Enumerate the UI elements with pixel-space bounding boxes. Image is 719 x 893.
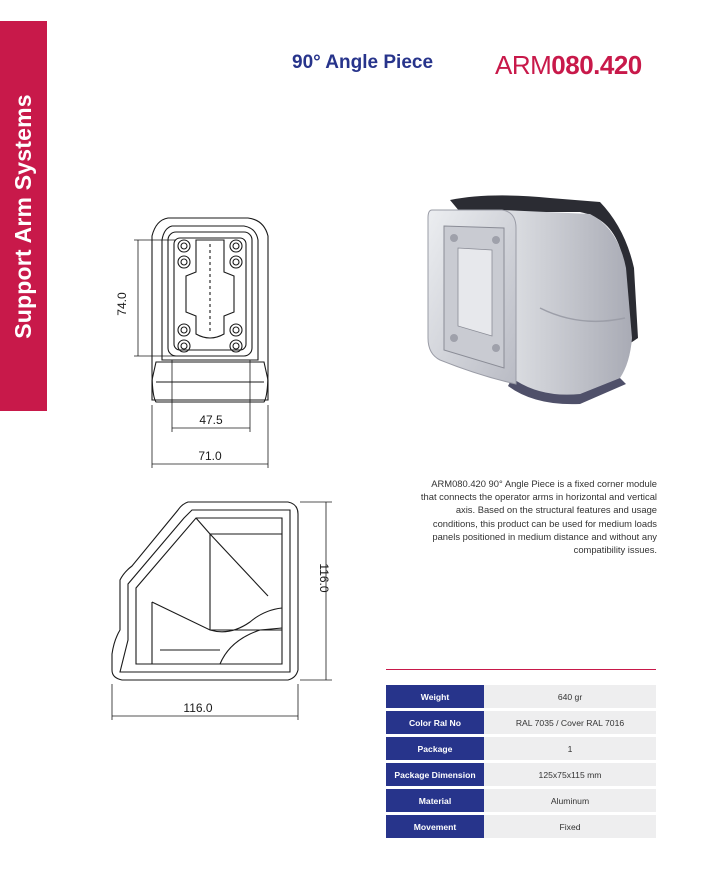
spec-row [386, 789, 656, 812]
spec-label: Package [386, 737, 484, 760]
spec-value: Fixed [484, 815, 656, 838]
product-code [495, 50, 642, 81]
sidebar-title [0, 21, 47, 411]
spec-row [386, 737, 656, 760]
front-bolt-tr-icon [230, 240, 242, 252]
product-name: 90° Angle Piece [292, 52, 434, 73]
front-bolt-br-icon [230, 324, 242, 336]
spec-value: 640 gr [484, 685, 656, 708]
spec-row [386, 685, 656, 708]
side-dim-height: 116.0 [317, 563, 331, 593]
spec-row [386, 763, 656, 786]
front-bolt-bl-icon [178, 324, 190, 336]
spec-divider [386, 669, 656, 670]
spec-value: 1 [484, 737, 656, 760]
spec-row [386, 815, 656, 838]
spec-row [386, 711, 656, 734]
sidebar-title-text: Support Arm Systems [10, 93, 37, 339]
product-render-image [420, 188, 650, 408]
front-dim-inner-width: 47.5 [199, 413, 223, 427]
product-code-prefix: ARM [495, 50, 552, 80]
front-bolt-tl-icon [178, 240, 190, 252]
side-inner-panel [136, 518, 282, 664]
spec-label: Movement [386, 815, 484, 838]
side-dim-width: 116.0 [183, 701, 213, 715]
sidebar-band [0, 21, 47, 411]
spec-label: Weight [386, 685, 484, 708]
side-view-drawing [100, 490, 340, 725]
spec-value: Aluminum [484, 789, 656, 812]
spec-label: Color Ral No [386, 711, 484, 734]
front-view-drawing [110, 210, 300, 470]
front-bolt-tl2-icon [178, 256, 190, 268]
front-bolt-tr2-icon [230, 256, 242, 268]
front-dim-height: 74.0 [115, 292, 129, 316]
spec-label: Package Dimension [386, 763, 484, 786]
product-code-number: 080.420 [551, 50, 642, 80]
spec-label: Material [386, 789, 484, 812]
render-side-body [502, 210, 632, 399]
front-base [152, 362, 268, 400]
spec-table [386, 682, 656, 841]
front-dim-outer-width: 71.0 [198, 449, 222, 463]
side-curve [210, 608, 282, 632]
product-description: ARM080.420 90° Angle Piece is a fixed corner module that connects the operator arms in horizontal and vertical axis. Based on the structural features and usage conditions, this product can be used for medium loads panels positioned in medium distance and without any compatibility issues. [420, 478, 657, 556]
spec-value: RAL 7035 / Cover RAL 7016 [484, 711, 656, 734]
spec-value: 125x75x115 mm [484, 763, 656, 786]
